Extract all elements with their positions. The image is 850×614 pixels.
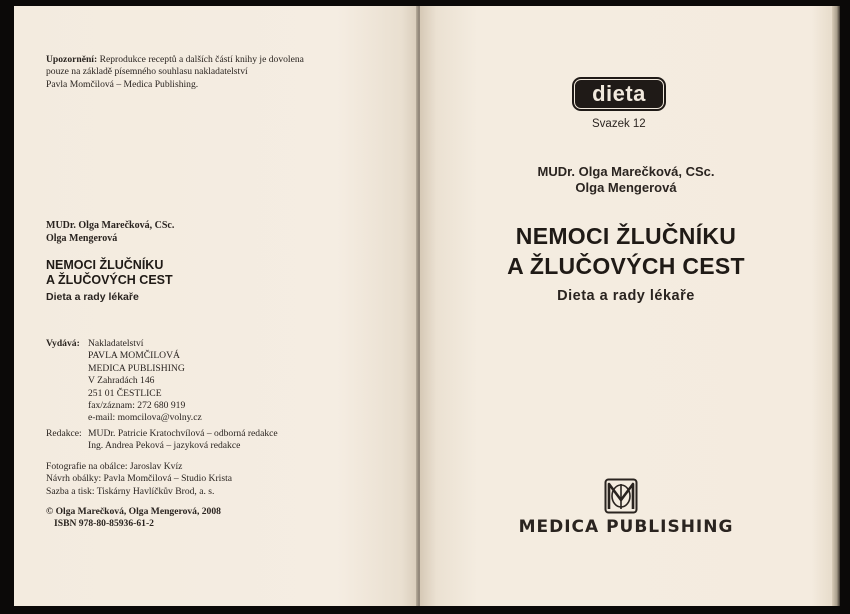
credit-line: Sazba a tisk: Tiskárny Havlíčkův Brod, a. s. [46,485,215,497]
isbn: ISBN 978-80-85936-61-2 [54,518,154,530]
publisher-line: e-mail: momcilova@volny.cz [88,412,202,424]
right-author-2: Olga Mengerová [575,180,677,195]
editors-info [46,428,278,453]
copyright-line: © Olga Marečková, Olga Mengerová, 2008 [46,506,221,517]
publisher-line: V Zahradách 146 [88,375,155,387]
medica-monogram-icon [604,478,638,514]
left-author-2: Olga Mengerová [46,232,118,244]
credit-line: Fotografie na obálce: Jaroslav Kvíz [46,461,183,472]
publisher-line: fax/záznam: 272 680 919 [88,400,186,412]
notice-line-3: Pavla Momčilová – Medica Publishing. [46,78,199,90]
publisher-line: PAVLA MOMČILOVÁ [88,350,180,362]
left-title-line-2: A ŽLUČOVÝCH CEST [46,273,173,287]
publisher-line: MEDICA PUBLISHING [88,362,185,374]
right-subtitle: Dieta a rady lékaře [557,288,695,304]
notice-label: Upozornění: [46,54,98,65]
right-author-1: MUDr. Olga Marečková, CSc. [537,164,715,179]
series-badge [572,77,666,111]
editors-lines [88,428,278,453]
right-title-line-2: A ŽLUČOVÝCH CEST [507,253,745,279]
right-authors [420,164,832,196]
publisher-label: Vydává: [46,338,80,349]
editor-line: Ing. Andrea Peková – jazyková redakce [88,440,241,452]
left-author-1: MUDr. Olga Marečková, CSc. [46,220,175,231]
publisher-info [46,338,202,425]
right-title-line-1: NEMOCI ŽLUČNÍKU [515,223,737,249]
series-badge-label: dieta [574,79,664,109]
credit-line: Návrh obálky: Pavla Momčilová – Studio Krista [46,473,232,485]
publisher-line: 251 01 ČESTLICE [88,387,162,399]
volume-number: Svazek 12 [592,118,646,130]
notice-text: Reprodukce receptů a dalších částí knihy je dovolena [99,54,304,65]
right-book-title [420,221,832,281]
left-subtitle: Dieta a rady lékaře [46,291,139,303]
left-title-line-1: NEMOCI ŽLUČNÍKU [46,258,164,272]
publisher-lines [88,338,202,425]
publisher-line: Nakladatelství [88,338,144,349]
copyright-block [46,506,221,531]
publisher-name: MEDICA PUBLISHING [518,517,734,537]
page-edge [832,6,840,606]
editor-line: MUDr. Patricie Kratochvílová – odborná redakce [88,428,278,439]
editors-label: Redakce: [46,428,82,439]
copyright-notice [46,54,304,91]
credits [46,461,232,498]
left-book-title [46,258,173,288]
left-authors [46,220,174,245]
notice-line-2: pouze na základě písemného souhlasu nakladatelství [46,66,248,78]
